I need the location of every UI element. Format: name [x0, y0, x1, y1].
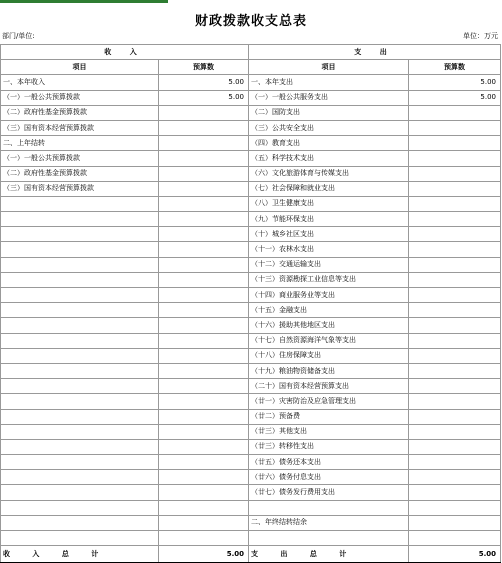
table-row [1, 318, 501, 333]
expense-item-cell: （七）社会保障和就业支出 [249, 181, 409, 196]
table-row [1, 212, 501, 227]
income-item-cell [1, 333, 159, 348]
table-row [1, 181, 501, 196]
income-item-cell: （三）国有资本经营预算拨款 [1, 181, 159, 196]
table-row [1, 227, 501, 242]
income-item-cell [1, 272, 159, 287]
income-value-cell [159, 196, 249, 211]
expense-budget-header: 预算数 [409, 60, 501, 75]
expense-item-cell [249, 531, 409, 546]
income-item-cell [1, 485, 159, 500]
table-row [1, 531, 501, 546]
income-value-cell [159, 409, 249, 424]
income-item-cell [1, 212, 159, 227]
expense-value-cell [409, 455, 501, 470]
department-label: 部门/单位: [2, 32, 35, 40]
table-row [1, 120, 501, 135]
expense-item-cell: 二、年终结转结余 [249, 515, 409, 530]
expense-item-cell: （廿五）债务还本支出 [249, 455, 409, 470]
table-row [1, 424, 501, 439]
expense-value-cell [409, 424, 501, 439]
expense-value-cell [409, 151, 501, 166]
expense-total-value: 5.00 [409, 546, 501, 563]
table-row [1, 348, 501, 363]
income-item-cell [1, 363, 159, 378]
income-value-cell [159, 120, 249, 135]
income-item-header: 项目 [1, 60, 159, 75]
expense-value-cell [409, 166, 501, 181]
income-item-cell [1, 455, 159, 470]
income-section-header: 收 入 [1, 45, 249, 60]
income-item-cell: 二、上年结转 [1, 136, 159, 151]
income-item-cell [1, 242, 159, 257]
table-row [1, 136, 501, 151]
income-item-cell [1, 531, 159, 546]
income-item-cell [1, 515, 159, 530]
table-row [1, 105, 501, 120]
expense-item-cell: （十）城乡社区支出 [249, 227, 409, 242]
expense-item-cell: （五）科学技术支出 [249, 151, 409, 166]
table-row [1, 333, 501, 348]
expense-value-cell [409, 379, 501, 394]
income-value-cell [159, 379, 249, 394]
expense-item-cell: （六）文化旅游体育与传媒支出 [249, 166, 409, 181]
expense-item-cell: （二十）国有资本经营预算支出 [249, 379, 409, 394]
income-value-cell [159, 151, 249, 166]
expense-item-cell: （十四）商业服务业等支出 [249, 288, 409, 303]
expense-value-cell [409, 227, 501, 242]
income-item-cell: 一、本年收入 [1, 75, 159, 90]
table-row [1, 303, 501, 318]
income-value-cell [159, 136, 249, 151]
income-item-cell: （二）政府性基金预算拨款 [1, 105, 159, 120]
income-item-cell [1, 394, 159, 409]
expense-section-header: 支 出 [249, 45, 501, 60]
income-item-cell [1, 227, 159, 242]
income-value-cell [159, 439, 249, 454]
expense-item-cell [249, 500, 409, 515]
expense-value-cell [409, 136, 501, 151]
top-accent-bar [0, 0, 168, 3]
expense-item-cell: （廿七）债务发行费用支出 [249, 485, 409, 500]
income-item-cell [1, 379, 159, 394]
page-title: 财政拨款收支总表 [194, 14, 307, 29]
income-value-cell [159, 455, 249, 470]
income-value-cell [159, 181, 249, 196]
expense-value-cell [409, 257, 501, 272]
income-value-cell [159, 500, 249, 515]
income-value-cell [159, 303, 249, 318]
expense-value-cell [409, 105, 501, 120]
section-header-row [1, 45, 501, 60]
table-row [1, 363, 501, 378]
income-value-cell [159, 105, 249, 120]
expense-item-cell: （十七）自然资源海洋气象等支出 [249, 333, 409, 348]
table-row [1, 394, 501, 409]
total-row [1, 546, 501, 563]
expense-value-cell [409, 303, 501, 318]
expense-total-label: 支 出 总 计 [249, 546, 409, 563]
income-value-cell [159, 424, 249, 439]
income-value-cell [159, 318, 249, 333]
expense-value-cell [409, 394, 501, 409]
expense-item-cell: （十三）资源勘探工业信息等支出 [249, 272, 409, 287]
expense-value-cell [409, 181, 501, 196]
income-total-label: 收 入 总 计 [1, 546, 159, 563]
expense-item-cell: （廿三）转移性支出 [249, 439, 409, 454]
table-row [1, 379, 501, 394]
table-row [1, 500, 501, 515]
expense-value-cell [409, 531, 501, 546]
unit-label: 单位：万元 [463, 32, 498, 40]
income-item-cell: （一）一般公共预算拨款 [1, 90, 159, 105]
expense-item-cell: 一、本年支出 [249, 75, 409, 90]
income-item-cell: （一）一般公共预算拨款 [1, 151, 159, 166]
expense-item-cell: （廿三）其他支出 [249, 424, 409, 439]
expense-item-cell: （十一）农林水支出 [249, 242, 409, 257]
table-row [1, 90, 501, 105]
table-row [1, 470, 501, 485]
expense-item-cell: （十九）粮油物资储备支出 [249, 363, 409, 378]
expense-value-cell [409, 196, 501, 211]
expense-item-cell: （三）公共安全支出 [249, 120, 409, 135]
income-item-cell [1, 257, 159, 272]
expense-value-cell [409, 242, 501, 257]
income-value-cell [159, 470, 249, 485]
income-value-cell [159, 242, 249, 257]
income-value-cell [159, 333, 249, 348]
table-row [1, 257, 501, 272]
expense-value-cell [409, 500, 501, 515]
income-total-value: 5.00 [159, 546, 249, 563]
income-value-cell: 5.00 [159, 90, 249, 105]
income-item-cell [1, 500, 159, 515]
income-value-cell [159, 363, 249, 378]
income-item-cell [1, 303, 159, 318]
expense-value-cell [409, 120, 501, 135]
expense-value-cell [409, 439, 501, 454]
income-item-cell [1, 439, 159, 454]
expense-item-cell: （廿二）预备费 [249, 409, 409, 424]
income-value-cell [159, 212, 249, 227]
expense-value-cell [409, 485, 501, 500]
expense-item-cell: （四）教育支出 [249, 136, 409, 151]
table-row [1, 166, 501, 181]
income-value-cell [159, 515, 249, 530]
income-item-cell [1, 409, 159, 424]
expense-value-cell [409, 288, 501, 303]
income-value-cell [159, 288, 249, 303]
expense-item-cell: （二）国防支出 [249, 105, 409, 120]
table-row [1, 455, 501, 470]
expense-value-cell [409, 348, 501, 363]
expense-value-cell [409, 318, 501, 333]
expense-item-header: 项目 [249, 60, 409, 75]
table-row [1, 151, 501, 166]
expense-value-cell: 5.00 [409, 75, 501, 90]
income-item-cell [1, 348, 159, 363]
table-row [1, 409, 501, 424]
expense-value-cell [409, 333, 501, 348]
expense-value-cell [409, 470, 501, 485]
income-value-cell [159, 531, 249, 546]
expense-item-cell: （九）节能环保支出 [249, 212, 409, 227]
expense-value-cell [409, 515, 501, 530]
income-value-cell [159, 257, 249, 272]
table-row [1, 75, 501, 90]
expense-item-cell: （廿一）灾害防治及应急管理支出 [249, 394, 409, 409]
income-budget-header: 预算数 [159, 60, 249, 75]
income-item-cell [1, 470, 159, 485]
table-row [1, 196, 501, 211]
table-row [1, 288, 501, 303]
income-item-cell: （二）政府性基金预算拨款 [1, 166, 159, 181]
expense-item-cell: （十六）援助其他地区支出 [249, 318, 409, 333]
income-value-cell [159, 485, 249, 500]
expense-item-cell: （一）一般公共服务支出 [249, 90, 409, 105]
expense-item-cell: （廿六）债务付息支出 [249, 470, 409, 485]
income-item-cell [1, 424, 159, 439]
table-row [1, 515, 501, 530]
table-row [1, 242, 501, 257]
expense-value-cell [409, 212, 501, 227]
income-item-cell [1, 288, 159, 303]
income-item-cell [1, 318, 159, 333]
income-item-cell: （三）国有资本经营预算拨款 [1, 120, 159, 135]
expense-item-cell: （八）卫生健康支出 [249, 196, 409, 211]
expense-item-cell: （十八）住房保障支出 [249, 348, 409, 363]
fiscal-summary-table [0, 44, 501, 563]
income-value-cell [159, 272, 249, 287]
table-row [1, 272, 501, 287]
table-row [1, 439, 501, 454]
expense-value-cell: 5.00 [409, 90, 501, 105]
expense-value-cell [409, 363, 501, 378]
income-value-cell: 5.00 [159, 75, 249, 90]
income-item-cell [1, 196, 159, 211]
income-value-cell [159, 394, 249, 409]
income-value-cell [159, 348, 249, 363]
table-row [1, 485, 501, 500]
expense-value-cell [409, 409, 501, 424]
expense-value-cell [409, 272, 501, 287]
column-header-row [1, 60, 501, 75]
expense-item-cell: （十二）交通运输支出 [249, 257, 409, 272]
income-value-cell [159, 166, 249, 181]
income-value-cell [159, 227, 249, 242]
expense-item-cell: （十五）金融支出 [249, 303, 409, 318]
